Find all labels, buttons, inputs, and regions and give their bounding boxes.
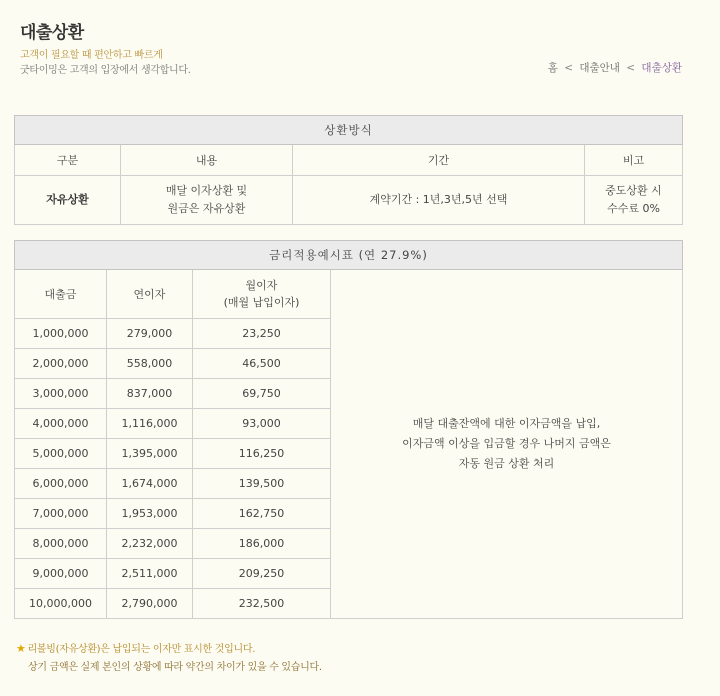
rate-note-line-2: 이자금액 이상을 입금할 경우 나머지 금액은 [402, 437, 611, 450]
repayment-type: 자유상환 [15, 176, 121, 225]
repayment-note-line-2: 수수료 0% [607, 202, 660, 215]
rate-table-title: 금리적용예시표 (연 27.9%) [15, 241, 683, 270]
loan-amount: 9,000,000 [15, 559, 107, 589]
loan-amount: 1,000,000 [15, 319, 107, 349]
monthly-interest: 162,750 [193, 499, 331, 529]
rate-note-line-1: 매달 대출잔액에 대한 이자금액을 납입, [412, 417, 601, 430]
header-content: 내용 [121, 145, 293, 176]
monthly-interest: 69,750 [193, 379, 331, 409]
footnote-1 [16, 640, 322, 659]
rate-note [331, 270, 683, 619]
annual-interest: 2,232,000 [107, 529, 193, 559]
monthly-interest: 139,500 [193, 469, 331, 499]
loan-amount: 5,000,000 [15, 439, 107, 469]
header-period: 기간 [293, 145, 585, 176]
repayment-period: 계약기간 : 1년,3년,5년 선택 [293, 176, 585, 225]
monthly-interest: 46,500 [193, 349, 331, 379]
repayment-content [121, 176, 293, 225]
annual-interest: 837,000 [107, 379, 193, 409]
breadcrumb [548, 60, 682, 75]
monthly-interest: 209,250 [193, 559, 331, 589]
annual-interest: 1,116,000 [107, 409, 193, 439]
breadcrumb-current[interactable]: 대출상환 [641, 62, 682, 74]
monthly-interest: 93,000 [193, 409, 331, 439]
monthly-interest: 186,000 [193, 529, 331, 559]
page-title: 대출상환 [20, 23, 84, 43]
loan-amount: 10,000,000 [15, 589, 107, 619]
rate-note-line-3: 자동 원금 상환 처리 [458, 457, 555, 470]
loan-amount: 2,000,000 [15, 349, 107, 379]
header-monthly-line-1: 월이자 [245, 279, 278, 292]
footnotes [16, 640, 322, 677]
annual-interest: 2,511,000 [107, 559, 193, 589]
repayment-note-line-1: 중도상환 시 [605, 184, 662, 197]
annual-interest: 1,395,000 [107, 439, 193, 469]
monthly-interest: 232,500 [193, 589, 331, 619]
intro-line-2: 굿타이밍은 고객의 입장에서 생각합니다. [20, 65, 191, 76]
breadcrumb-home[interactable]: 홈 [547, 62, 558, 74]
monthly-interest: 23,250 [193, 319, 331, 349]
loan-amount: 4,000,000 [15, 409, 107, 439]
breadcrumb-loan-guide[interactable]: 대출안내 [579, 62, 620, 74]
repayment-note [585, 176, 683, 225]
header-type: 구분 [15, 145, 121, 176]
loan-amount: 8,000,000 [15, 529, 107, 559]
intro-line-1: 고객이 필요할 때 편안하고 빠르게 [20, 50, 163, 61]
repayment-table [14, 115, 683, 225]
loan-amount: 7,000,000 [15, 499, 107, 529]
loan-amount: 6,000,000 [15, 469, 107, 499]
annual-interest: 558,000 [107, 349, 193, 379]
monthly-interest: 116,250 [193, 439, 331, 469]
header-monthly-interest [193, 270, 331, 319]
annual-interest: 1,674,000 [107, 469, 193, 499]
intro-text [20, 48, 191, 78]
header-note: 비고 [585, 145, 683, 176]
rate-table [14, 240, 683, 619]
repayment-table-title: 상환방식 [15, 116, 683, 145]
star-icon: ★ [16, 642, 26, 655]
header-annual-interest: 연이자 [107, 270, 193, 319]
footnote-1-text: 리볼빙(자유상환)은 납입되는 이자만 표시한 것입니다. [27, 644, 256, 655]
repayment-content-line-2: 원금은 자유상환 [167, 202, 246, 215]
header-monthly-line-2: (매월 납입이자) [223, 296, 300, 309]
breadcrumb-separator: < [626, 62, 636, 74]
breadcrumb-separator: < [564, 62, 573, 74]
repayment-content-line-1: 매달 이자상환 및 [165, 184, 248, 197]
annual-interest: 1,953,000 [107, 499, 193, 529]
loan-amount: 3,000,000 [15, 379, 107, 409]
header-loan-amount: 대출금 [15, 270, 107, 319]
footnote-2: 상기 금액은 실제 본인의 상황에 따라 약간의 차이가 있을 수 있습니다. [28, 662, 322, 673]
annual-interest: 279,000 [107, 319, 193, 349]
annual-interest: 2,790,000 [107, 589, 193, 619]
